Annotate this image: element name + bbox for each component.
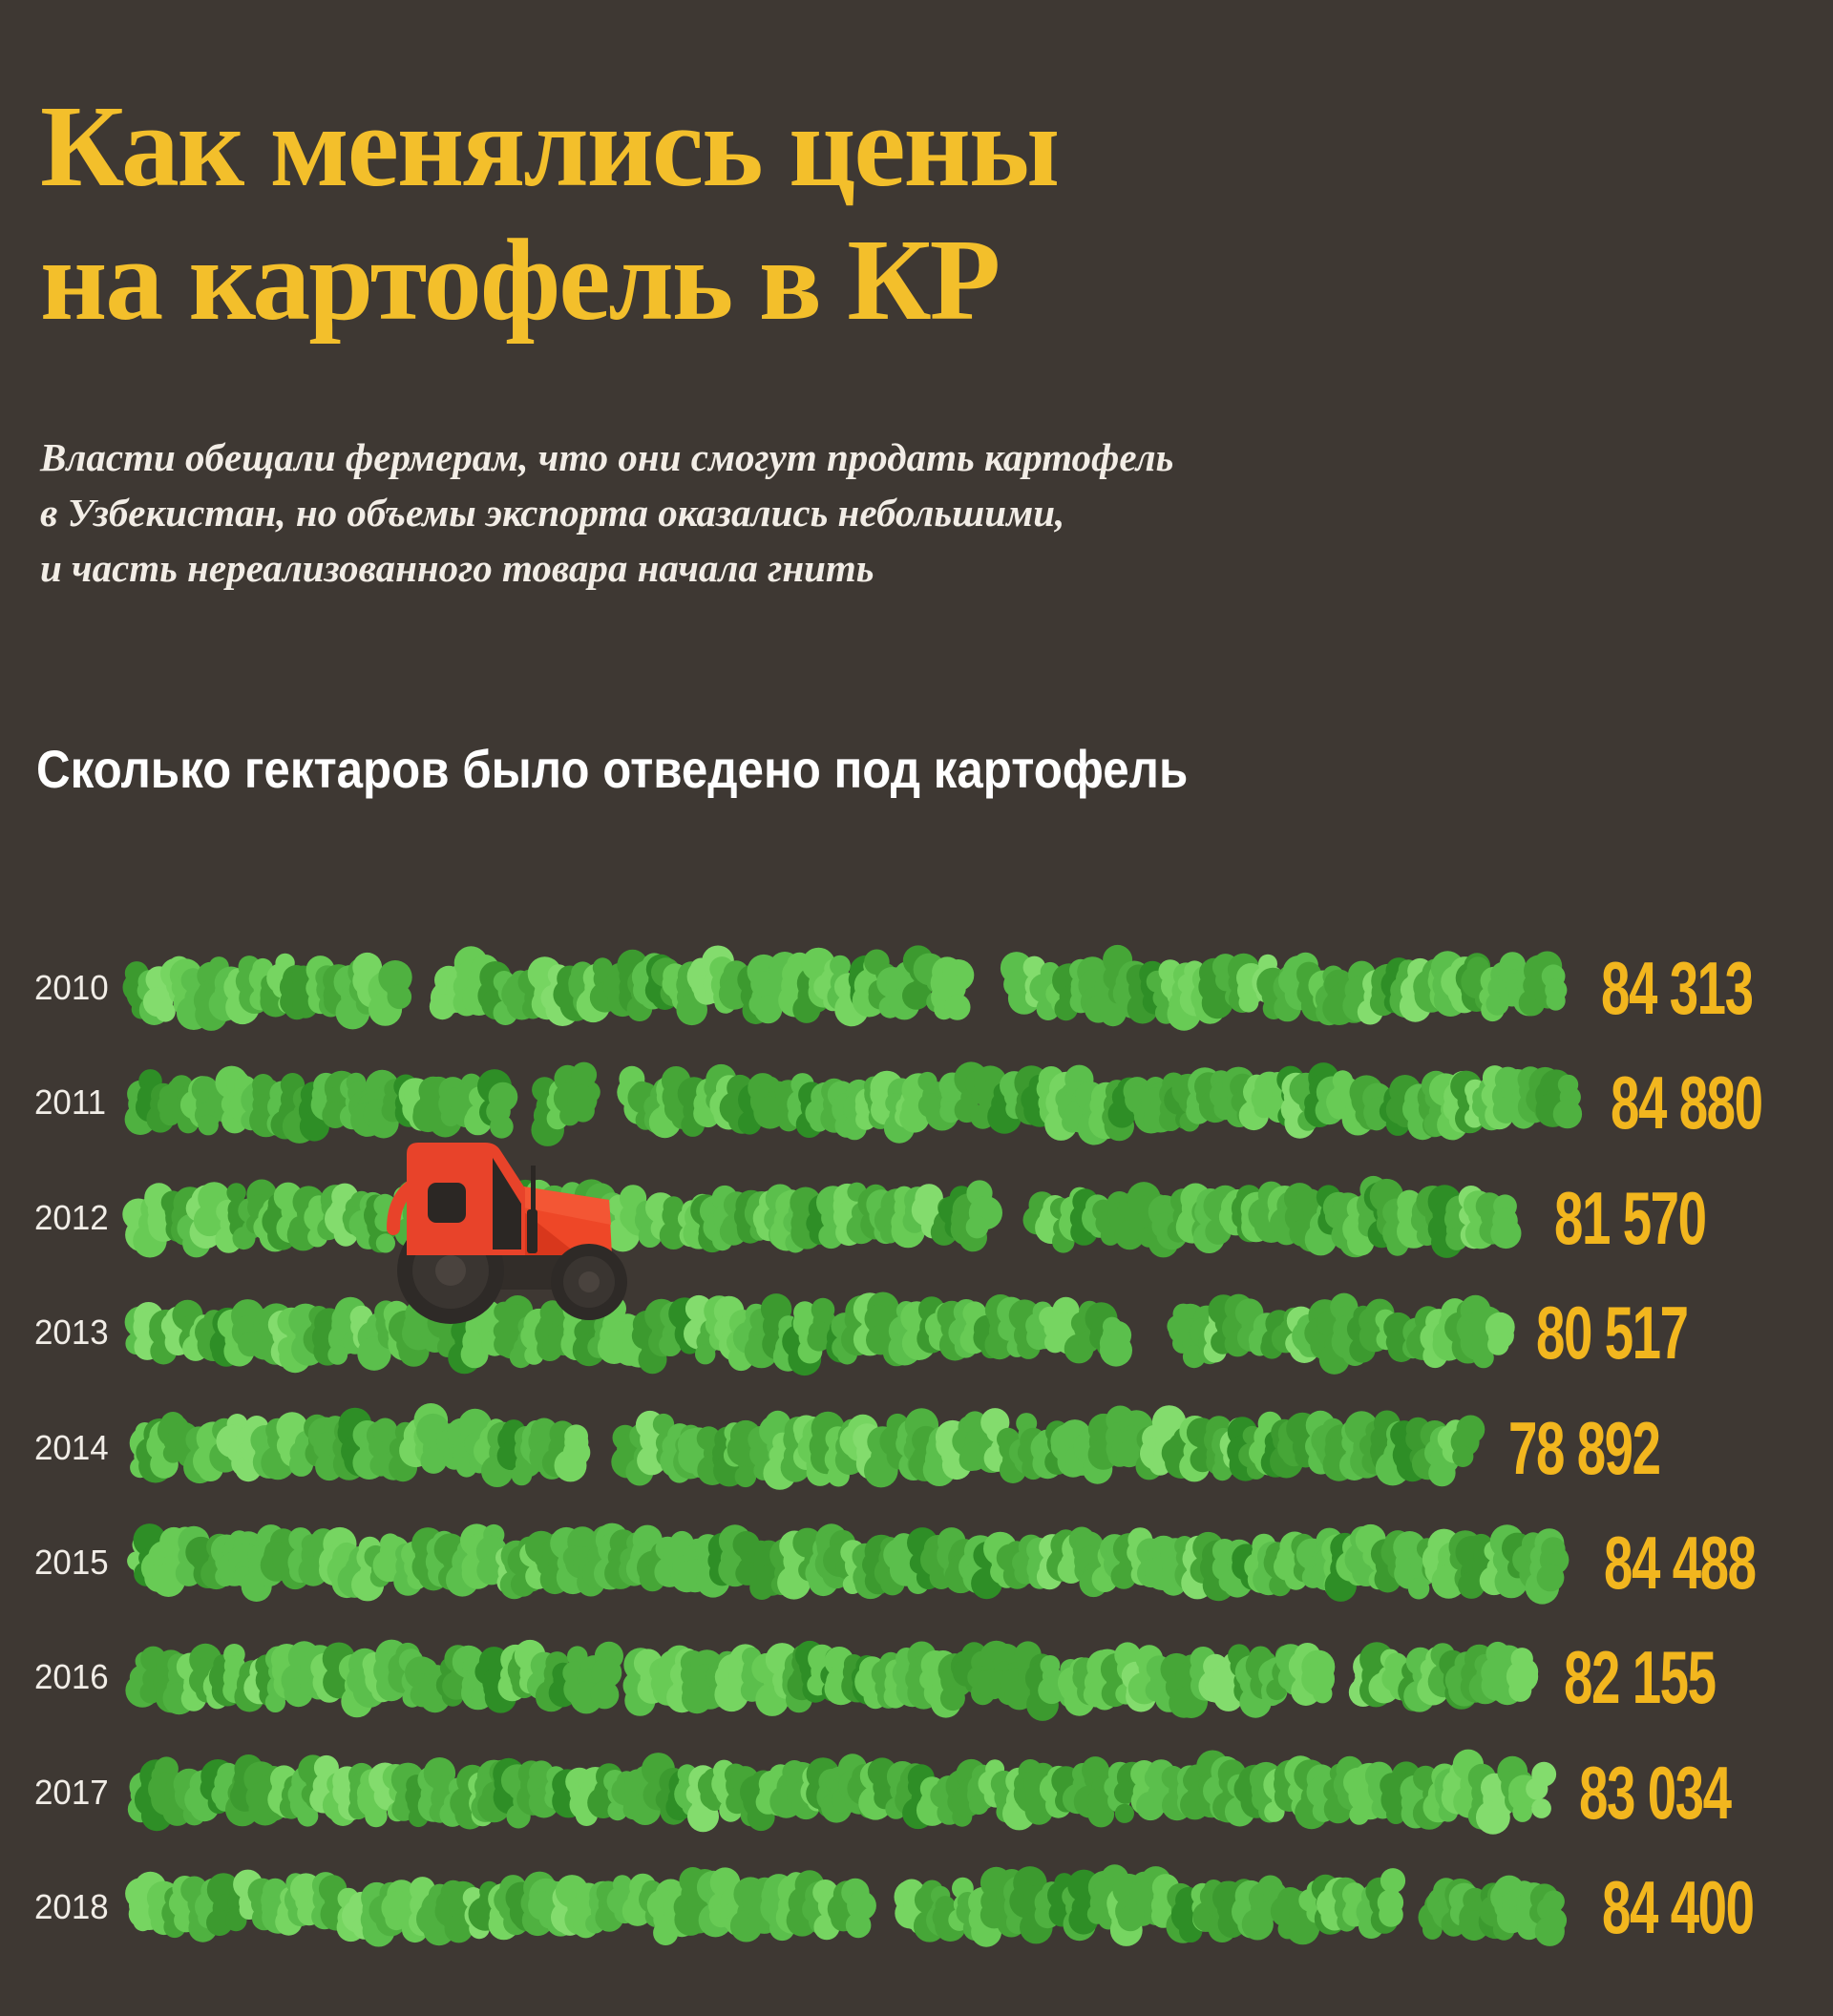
subtitle-line1: Власти обещали фермерам, что они смогут продать картофель [40,435,1174,479]
year-label-2018: 2018 [34,1887,109,1927]
tractor-icon [380,1129,647,1330]
section-heading: Сколько гектаров было отведено под картофель [36,739,1189,799]
year-label-2010: 2010 [34,968,109,1007]
subtitle-line3: и часть нереализованного товара начала гнить [40,546,874,590]
page-title-line2: на картофель в КР [40,216,1000,345]
value-label-2010: 84 313 [1600,946,1753,1030]
value-label-2017: 83 034 [1579,1750,1731,1835]
value-label-2014: 78 892 [1508,1405,1660,1490]
year-label-2015: 2015 [34,1543,109,1582]
year-label-2016: 2016 [34,1657,109,1697]
year-label-2012: 2012 [34,1197,109,1237]
subtitle-line2: в Узбекистан, но объемы экспорта оказались небольшими, [40,491,1065,535]
year-label-2017: 2017 [34,1772,109,1812]
year-label-2014: 2014 [34,1427,109,1467]
value-label-2018: 84 400 [1602,1865,1755,1950]
value-label-2013: 80 517 [1536,1291,1688,1376]
value-label-2015: 84 488 [1603,1521,1756,1605]
year-label-2013: 2013 [34,1312,109,1353]
year-label-2011: 2011 [34,1082,107,1123]
tractor-front-wheel [551,1244,627,1320]
page-title-line1: Как менялись цены [40,82,1059,211]
value-label-2011: 84 880 [1610,1060,1762,1145]
value-label-2012: 81 570 [1553,1175,1706,1260]
tractor-side-window [428,1183,466,1223]
value-label-2016: 82 155 [1564,1635,1717,1720]
